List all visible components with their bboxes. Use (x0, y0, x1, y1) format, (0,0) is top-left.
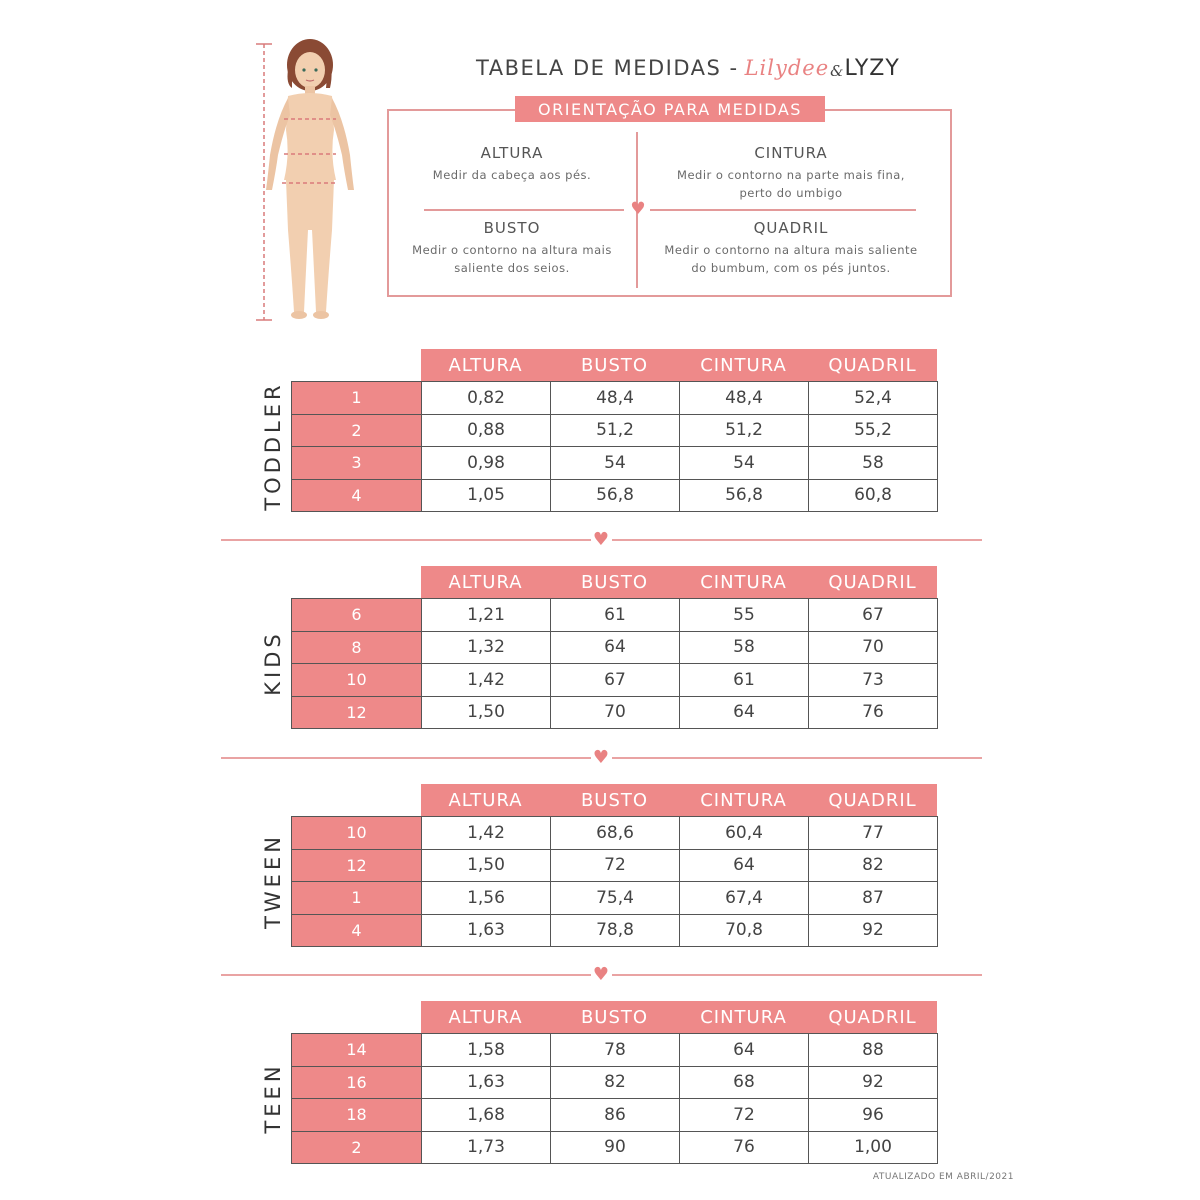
table-cell: 1,63 (421, 1066, 551, 1100)
section-divider-right (612, 757, 982, 759)
guide-altura (402, 144, 622, 184)
table-cell: 1,63 (421, 914, 551, 948)
table-cell: 70 (550, 696, 680, 730)
table-cell: 1,56 (421, 881, 551, 915)
table-cell: 90 (550, 1131, 680, 1165)
column-header-altura: ALTURA (421, 784, 551, 816)
table-cell: 55,2 (808, 414, 938, 448)
table-cell: 1,42 (421, 816, 551, 850)
table-cell: 54 (679, 446, 809, 480)
table-cell: 52,4 (808, 381, 938, 415)
girl-measurement-illustration (240, 30, 370, 325)
section-divider-left (221, 539, 591, 541)
column-header-quadril: QUADRIL (808, 349, 938, 381)
size-label: 2 (291, 1131, 422, 1165)
table-cell: 70,8 (679, 914, 809, 948)
table-cell: 58 (679, 631, 809, 665)
table-cell: 78,8 (550, 914, 680, 948)
column-header-cintura: CINTURA (679, 349, 809, 381)
table-cell: 70 (808, 631, 938, 665)
table-cell: 82 (550, 1066, 680, 1100)
size-label: 18 (291, 1098, 422, 1132)
table-cell: 1,68 (421, 1098, 551, 1132)
section-divider-left (221, 757, 591, 759)
table-cell: 64 (550, 631, 680, 665)
size-label: 12 (291, 696, 422, 730)
size-label: 10 (291, 663, 422, 697)
table-cell: 68,6 (550, 816, 680, 850)
size-label: 12 (291, 849, 422, 883)
size-label: 16 (291, 1066, 422, 1100)
table-cell: 60,4 (679, 816, 809, 850)
brand-lyzy-logo: LYZY (844, 55, 900, 81)
size-label: 4 (291, 914, 422, 948)
table-cell: 86 (550, 1098, 680, 1132)
table-cell: 64 (679, 696, 809, 730)
size-label: 3 (291, 446, 422, 480)
table-cell: 1,00 (808, 1131, 938, 1165)
table-cell: 72 (679, 1098, 809, 1132)
table-cell: 96 (808, 1098, 938, 1132)
table-cell: 75,4 (550, 881, 680, 915)
table-cell: 67 (808, 598, 938, 632)
guide-title: CINTURA (754, 144, 828, 162)
table-cell: 56,8 (550, 479, 680, 513)
table-cell: 1,50 (421, 849, 551, 883)
table-cell: 87 (808, 881, 938, 915)
page-title (476, 52, 900, 84)
table-cell: 64 (679, 1033, 809, 1067)
guide-cintura (660, 144, 922, 202)
column-header-busto: BUSTO (550, 349, 680, 381)
column-header-altura: ALTURA (421, 1001, 551, 1033)
column-header-busto: BUSTO (550, 784, 680, 816)
guide-quadril (656, 219, 926, 277)
table-cell: 56,8 (679, 479, 809, 513)
table-cell: 58 (808, 446, 938, 480)
table-cell: 51,2 (550, 414, 680, 448)
guide-horizontal-divider-right (650, 209, 916, 211)
table-cell: 76 (679, 1131, 809, 1165)
table-cell: 54 (550, 446, 680, 480)
table-cell: 48,4 (679, 381, 809, 415)
section-label-kids: KIDS (261, 630, 285, 696)
table-cell: 0,98 (421, 446, 551, 480)
table-cell: 61 (679, 663, 809, 697)
table-cell: 68 (679, 1066, 809, 1100)
size-label: 8 (291, 631, 422, 665)
table-cell: 61 (550, 598, 680, 632)
guide-title: BUSTO (483, 219, 541, 237)
table-cell: 0,88 (421, 414, 551, 448)
table-cell: 92 (808, 1066, 938, 1100)
table-cell: 64 (679, 849, 809, 883)
table-cell: 67,4 (679, 881, 809, 915)
size-label: 1 (291, 381, 422, 415)
brand-ampersand: & (830, 62, 844, 80)
column-header-cintura: CINTURA (679, 566, 809, 598)
title-text: TABELA DE MEDIDAS - (476, 56, 739, 80)
table-cell: 76 (808, 696, 938, 730)
table-cell: 88 (808, 1033, 938, 1067)
guide-description: Medir o contorno na parte mais fina, perto do umbigo (677, 168, 905, 200)
section-label-teen: TEEN (261, 1062, 285, 1134)
column-header-altura: ALTURA (421, 566, 551, 598)
column-header-quadril: QUADRIL (808, 784, 938, 816)
column-header-cintura: CINTURA (679, 1001, 809, 1033)
table-cell: 1,73 (421, 1131, 551, 1165)
column-header-quadril: QUADRIL (808, 566, 938, 598)
table-cell: 1,05 (421, 479, 551, 513)
table-cell: 51,2 (679, 414, 809, 448)
guide-busto (402, 219, 622, 277)
table-cell: 1,42 (421, 663, 551, 697)
column-header-altura: ALTURA (421, 349, 551, 381)
section-label-toddler: TODDLER (261, 381, 285, 511)
guide-description: Medir da cabeça aos pés. (432, 168, 592, 182)
heart-icon: ♥ (592, 529, 610, 550)
section-divider-right (612, 974, 982, 976)
brand-lilydee-logo: Lilydee (744, 56, 830, 80)
table-cell: 55 (679, 598, 809, 632)
size-label: 6 (291, 598, 422, 632)
guide-heart-icon: ♥ (630, 199, 646, 219)
size-label: 4 (291, 479, 422, 513)
table-cell: 1,21 (421, 598, 551, 632)
size-label: 2 (291, 414, 422, 448)
size-label: 1 (291, 881, 422, 915)
column-header-cintura: CINTURA (679, 784, 809, 816)
column-header-busto: BUSTO (550, 566, 680, 598)
table-cell: 60,8 (808, 479, 938, 513)
heart-icon: ♥ (592, 747, 610, 768)
guide-description: Medir o contorno na altura mais saliente do bumbum, com os pés juntos. (664, 243, 918, 275)
table-cell: 0,82 (421, 381, 551, 415)
size-label: 10 (291, 816, 422, 850)
table-cell: 72 (550, 849, 680, 883)
guide-title: ALTURA (480, 144, 544, 162)
table-cell: 82 (808, 849, 938, 883)
column-header-busto: BUSTO (550, 1001, 680, 1033)
heart-icon: ♥ (592, 964, 610, 985)
table-cell: 1,32 (421, 631, 551, 665)
section-label-tween: TWEEN (261, 833, 285, 929)
section-divider-left (221, 974, 591, 976)
guide-horizontal-divider-left (424, 209, 624, 211)
table-cell: 1,58 (421, 1033, 551, 1067)
guide-banner: ORIENTAÇÃO PARA MEDIDAS (515, 96, 825, 122)
table-cell: 73 (808, 663, 938, 697)
table-cell: 92 (808, 914, 938, 948)
guide-description: Medir o contorno na altura mais saliente dos seios. (412, 243, 612, 275)
table-cell: 78 (550, 1033, 680, 1067)
table-cell: 48,4 (550, 381, 680, 415)
table-cell: 67 (550, 663, 680, 697)
guide-title: QUADRIL (753, 219, 829, 237)
table-cell: 1,50 (421, 696, 551, 730)
column-header-quadril: QUADRIL (808, 1001, 938, 1033)
size-label: 14 (291, 1033, 422, 1067)
updated-note: ATUALIZADO EM ABRIL/2021 (872, 1172, 1014, 1182)
section-divider-right (612, 539, 982, 541)
table-cell: 77 (808, 816, 938, 850)
